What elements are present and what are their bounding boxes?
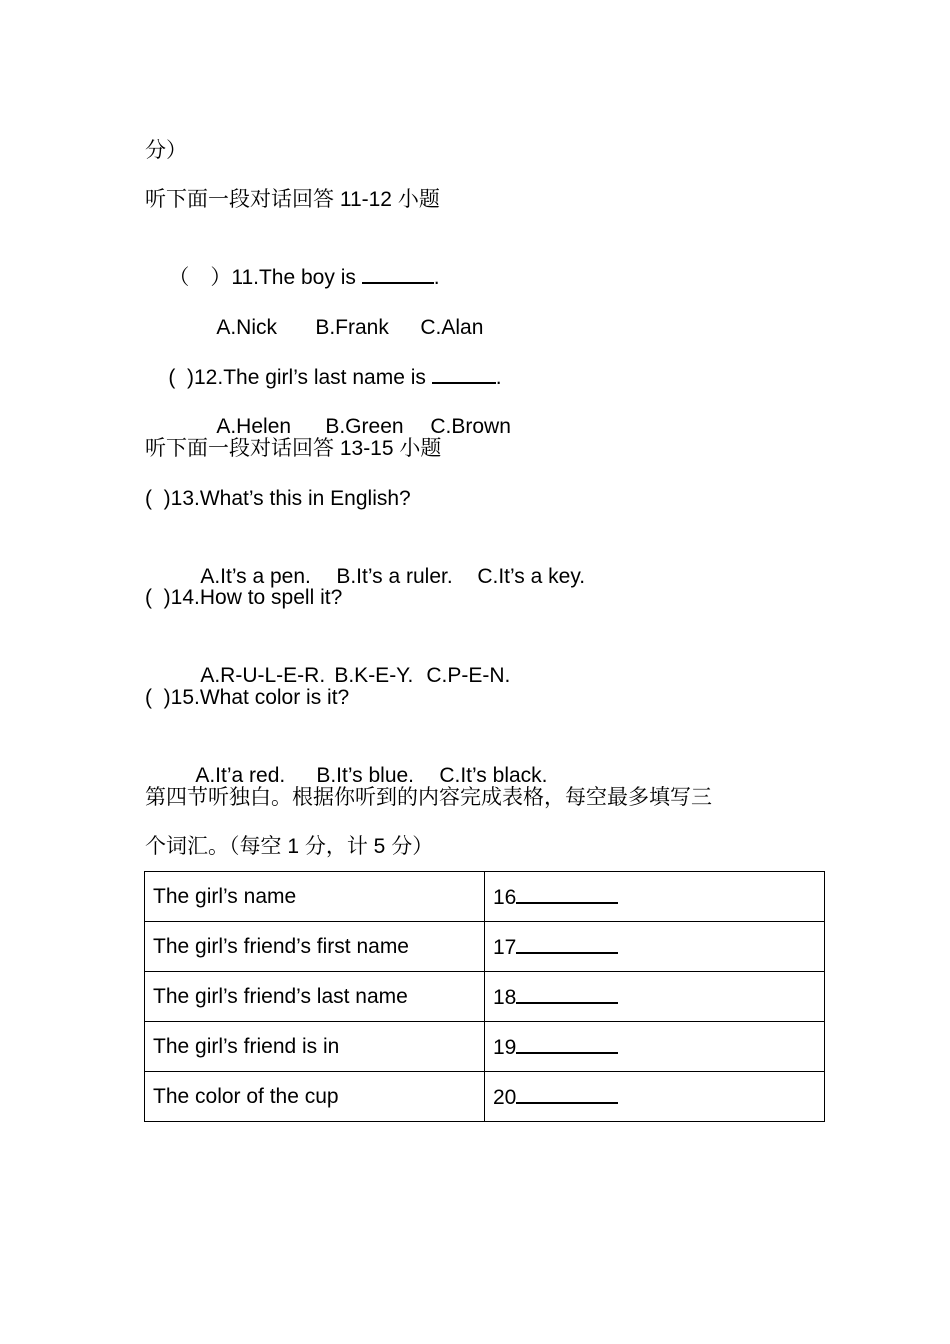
option-c: C.It’s a key. <box>477 565 586 588</box>
option-b: B.It’s blue. <box>316 764 415 787</box>
table-row <box>145 922 825 972</box>
question-11-period: . <box>433 266 440 289</box>
question-13: ( )13.What’s this in English? <box>145 487 411 510</box>
table-row <box>145 872 825 922</box>
section-4-instruction: 第四节听独白。根据你听到的内容完成表格，每空最多填写三 <box>145 786 712 809</box>
option-c: C.Alan <box>420 316 484 339</box>
instruction-11-12: 听下面一段对话回答 11-12 小题 <box>145 188 440 211</box>
row-label: The girl’s friend is in <box>145 1022 485 1072</box>
answer-table-body <box>145 872 825 1122</box>
answer-blank <box>362 264 434 284</box>
continued-text: 分） <box>145 139 187 162</box>
table-row <box>145 1022 825 1072</box>
option-c: C.Brown <box>430 415 511 438</box>
row-answer-cell <box>485 922 825 972</box>
row-label: The girl’s friend’s last name <box>145 972 485 1022</box>
row-label: The girl’s name <box>145 872 485 922</box>
option-c: C.It’s black. <box>439 764 548 787</box>
option-b: B.Frank <box>315 316 389 339</box>
option-c: C.P-E-N. <box>426 664 511 687</box>
option-a: A.R-U-L-E-R. <box>200 664 326 687</box>
answer-blank <box>516 884 618 904</box>
row-answer-cell <box>485 1072 825 1122</box>
answer-table <box>144 871 825 1122</box>
question-number: 19 <box>493 1035 517 1059</box>
question-12-text: ( )12.The girl’s last name is <box>168 366 432 389</box>
table-row <box>145 972 825 1022</box>
option-b: B.Green <box>325 415 404 438</box>
answer-blank <box>432 364 496 384</box>
question-number: 20 <box>493 1085 517 1109</box>
option-a: A.Nick <box>216 316 278 339</box>
row-label: The color of the cup <box>145 1072 485 1122</box>
question-number: 18 <box>493 985 517 1009</box>
answer-blank <box>516 1034 618 1054</box>
instruction-13-15: 听下面一段对话回答 13-15 小题 <box>145 437 442 460</box>
answer-blank <box>516 1084 618 1104</box>
answer-blank <box>516 934 618 954</box>
question-11-text: （ ）11.The boy is <box>168 266 362 289</box>
question-15: ( )15.What color is it? <box>145 686 350 709</box>
table-row <box>145 1072 825 1122</box>
option-b: B.K-E-Y. <box>334 664 414 687</box>
option-a: A.It’a red. <box>195 764 286 787</box>
question-number: 17 <box>493 935 517 959</box>
row-label: The girl’s friend’s first name <box>145 922 485 972</box>
row-answer-cell <box>485 972 825 1022</box>
row-answer-cell <box>485 872 825 922</box>
option-a: A.Helen <box>216 415 292 438</box>
answer-blank <box>516 984 618 1004</box>
row-answer-cell <box>485 1022 825 1072</box>
question-12-period: . <box>495 366 502 389</box>
question-14: ( )14.How to spell it? <box>145 586 343 609</box>
question-number: 16 <box>493 885 517 909</box>
option-b: B.It’s a ruler. <box>336 565 453 588</box>
section-4-instruction-continued: 个词汇。（每空 1 分，计 5 分） <box>145 835 434 858</box>
option-a: A.It’s a pen. <box>200 565 311 588</box>
